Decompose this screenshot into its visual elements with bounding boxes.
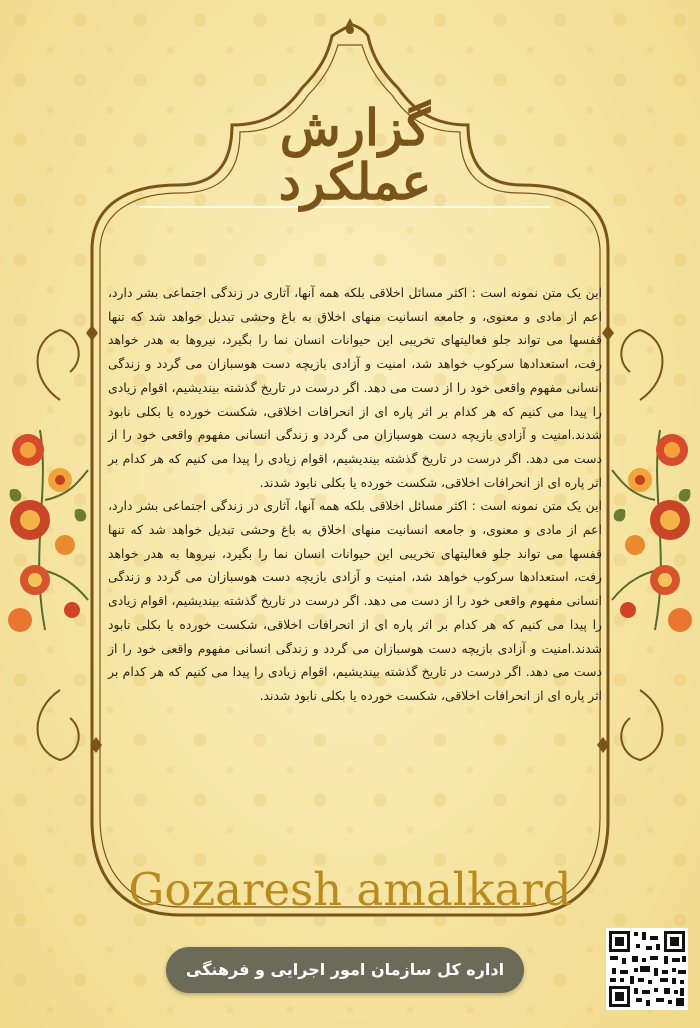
body-paragraph-2: این یک متن نمونه است : اکثر مسائل اخلاقی بلکه همه آنها، آثاری در زندگی اجتماعی بشر دارد، اعم از مادی و معنوی، و جامعه انسانیت منهای اخلاق به باغ وحشی تبدیل خواهد شد که تنها قفسها می تواند جلو فعالیتهای تخریبی این حیوانات انسان نما را بگیرد، نیروها به هدر خواهد رفت، استعدادها سرکوب خواهد شد، امنیت و آزادی بازیچه دست هوسبازان می گردد و زندگی انسانی مفهوم واقعی خود را از دست می دهد. اگر درست در تاریخ گذشته بیندیشیم، اقوام زیادی را پیدا می کنیم که هر کدام بر اثر پاره ای از انحرافات اخلاقی، شکست خورده یا بکلی نابود شدند.امنیت و آزادی بازیچه دست هوسبازان می گردد و زندگی انسانی مفهوم واقعی خود را از دست می دهد. اگر درست در تاریخ گذشته بیندیشیم، اقوام زیادی را پیدا می کنیم که هر کدام بر اثر پاره ای از انحرافات اخلاقی، شکست خورده یا بکلی نابود شدند. <box>108 498 602 703</box>
qr-code-icon <box>606 928 688 1010</box>
organization-label: اداره کل سازمان امور اجرایی و فرهنگی <box>185 960 505 979</box>
latin-title: Gozaresh amalkard <box>128 863 572 916</box>
body-paragraph-1: این یک متن نمونه است : اکثر مسائل اخلاقی بلکه همه آنها، آثاری در زندگی اجتماعی بشر دارد، اعم از مادی و معنوی، و جامعه انسانیت منهای اخلاق به باغ وحشی تبدیل خواهد شد که تنها قفسها می تواند جلو فعالیتهای تخریبی این حیوانات انسان نما را بگیرد، نیروها به هدر خواهد رفت، استعدادها سرکوب خواهد شد، امنیت و آزادی بازیچه دست هوسبازان می گردد و زندگی انسانی مفهوم واقعی خود را از دست می دهد. اگر درست در تاریخ گذشته بیندیشیم، اقوام زیادی را پیدا می کنیم که هر کدام بر اثر پاره ای از انحرافات اخلاقی، شکست خورده یا بکلی نابود شدند.امنیت و آزادی بازیچه دست هوسبازان می گردد و زندگی انسانی مفهوم واقعی خود را از دست می دهد. اگر درست در تاریخ گذشته بیندیشیم، اقوام زیادی را پیدا می کنیم که هر کدام بر اثر پاره ای از انحرافات اخلاقی، شکست خورده یا بکلی نابود شدند. <box>108 285 602 490</box>
page-title-line-1: گزارش <box>279 98 431 157</box>
page-title-line-2: عملکرد <box>278 152 432 211</box>
organization-badge <box>166 947 524 993</box>
floral-ornament-left-icon <box>0 410 92 650</box>
body-text <box>108 281 602 708</box>
floral-ornament-right-icon <box>608 410 700 650</box>
finial-ornament <box>346 18 354 34</box>
